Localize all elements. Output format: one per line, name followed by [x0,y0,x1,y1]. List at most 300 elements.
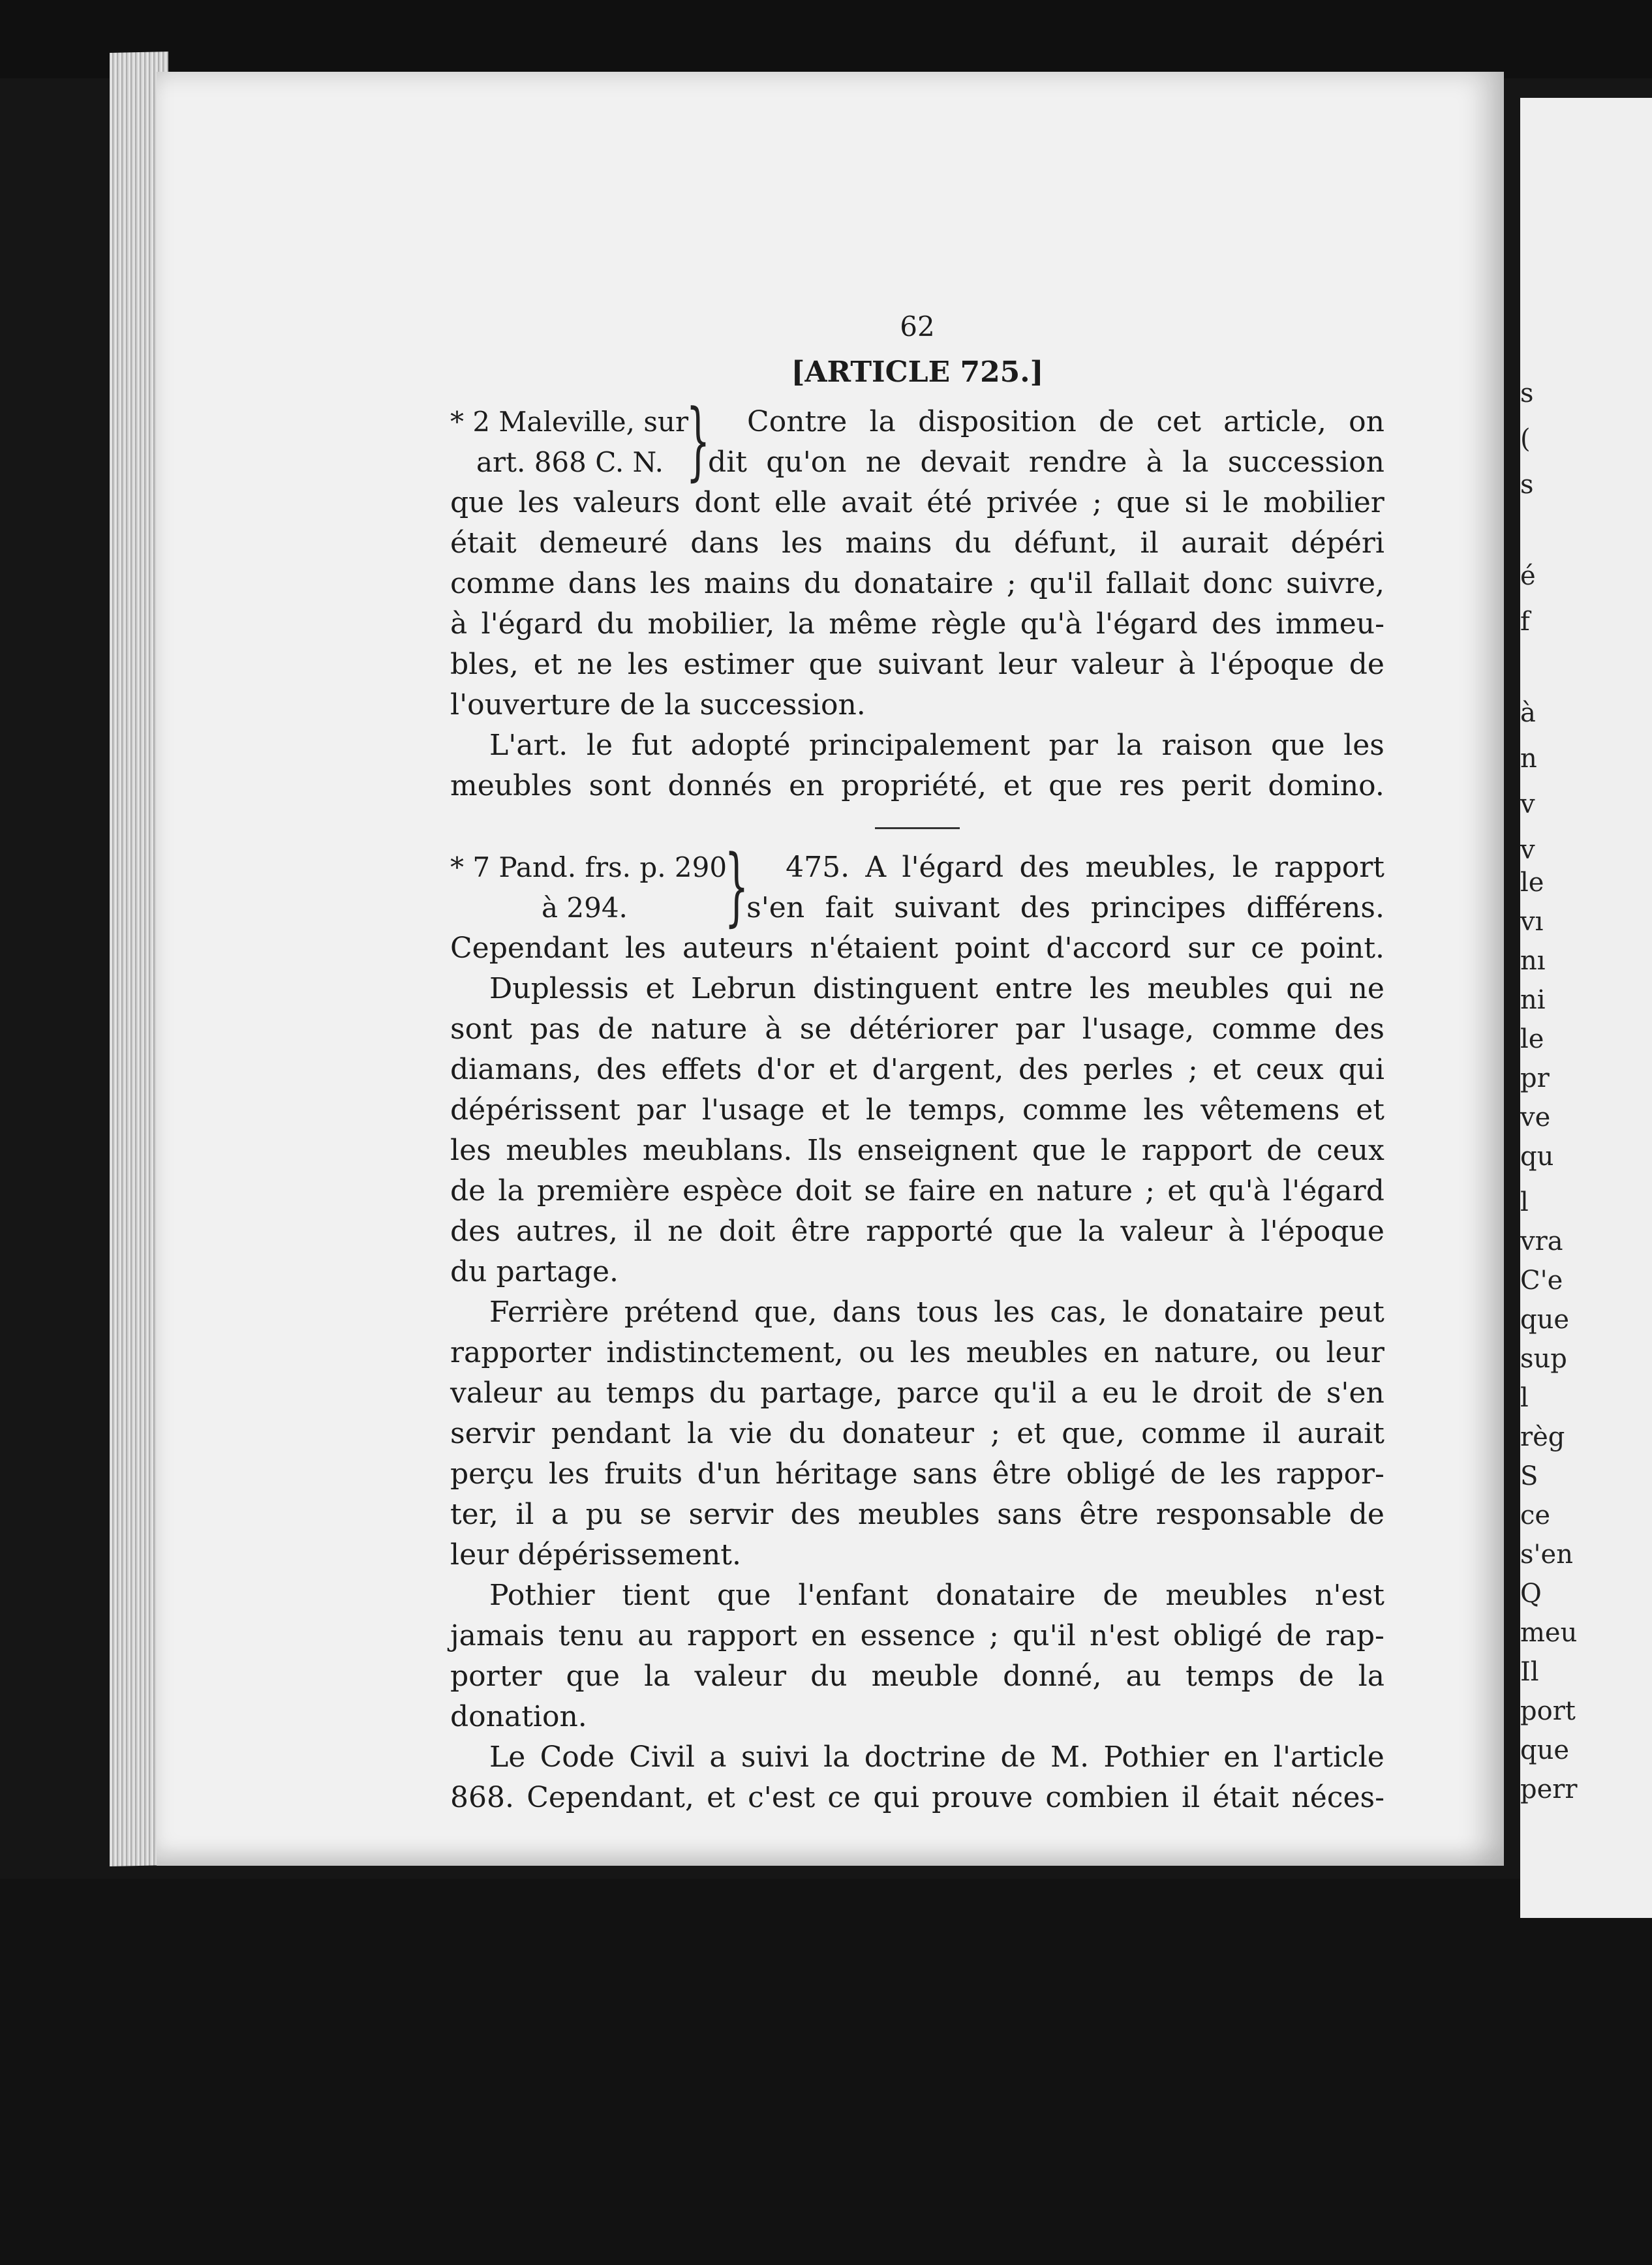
section2-reference-label [450,847,727,928]
word: valeur [1071,648,1164,681]
word: espèce [682,1174,783,1208]
word: ceux [1317,1134,1384,1167]
word: dans [690,526,759,560]
facing-page-fragment-text: que [1520,1735,1570,1765]
word: aurait [1297,1417,1384,1450]
word: qu'à [1020,607,1082,641]
word: qu'il [1029,567,1093,600]
word: essence [860,1619,975,1652]
word: si [1184,486,1209,519]
word: l'article [1273,1741,1384,1774]
section1-body [450,483,1384,806]
word: l'époque [1261,1215,1384,1248]
word: disposition [918,405,1077,438]
text-line [450,1009,1384,1050]
text-line: l'ouverture de la succession. [450,688,866,722]
word: prouve [932,1781,1033,1814]
word: se [799,1012,832,1046]
word: pu [585,1498,623,1531]
word: rapporter [450,1336,591,1369]
word: qu'on [766,446,847,479]
word: de [1266,1134,1302,1167]
word: des [790,1498,841,1531]
text-line [746,888,1384,928]
word: Le [489,1741,526,1774]
word: privée [986,486,1078,519]
word: et [829,1053,857,1086]
word: c'est [748,1781,816,1814]
word: l'égard [902,851,1004,884]
text-line [450,1414,1384,1454]
word: fruits [604,1457,683,1491]
word: la [869,405,896,438]
word: droit [1192,1376,1262,1410]
word: a [551,1498,569,1531]
word: et [645,972,675,1005]
word: meubles [857,1498,980,1531]
word: suivi [741,1741,809,1774]
text-line: donation. [450,1700,587,1733]
word: des [596,1053,647,1086]
word: qui [1338,1053,1384,1086]
section1-reference-text [708,402,1384,483]
word: tenu [558,1619,624,1652]
text-line [450,1616,1384,1656]
word: que [1048,769,1103,802]
word: meubles [1165,1579,1288,1612]
word: mobilier, [647,607,775,641]
word: avait [841,486,913,519]
word: de [1170,1457,1206,1491]
text-line [450,969,1384,1009]
word: des [1018,1053,1069,1086]
word: du [810,1660,848,1693]
word: L'art. [489,729,568,762]
word: par [1048,729,1098,762]
text-line [450,604,1384,645]
text-line [450,483,1384,523]
word: les [994,1296,1035,1329]
word: que [450,486,504,519]
word: qu'il [993,1376,1057,1410]
word: auteurs [682,932,794,965]
word: donataire [853,567,994,600]
word: il [1182,1781,1201,1814]
facing-page-fragment-text: S [1520,1461,1538,1491]
word: doit [718,1215,776,1248]
word: donateur [842,1417,974,1450]
section2-reference-text [746,847,1384,928]
word: fait [825,891,874,924]
word: être [992,1457,1052,1491]
word: à [450,607,468,641]
text-line [450,725,1384,766]
word: raison [1161,729,1253,762]
facing-page-fragment-text: s [1520,470,1534,500]
word: meubles [450,769,572,802]
word: qui [1286,972,1332,1005]
word: les [650,567,691,600]
word: ou [1275,1336,1311,1369]
word: tous [916,1296,979,1329]
word: du [596,607,634,641]
word: sans [912,1457,978,1491]
text-line [450,564,1384,604]
word: que [716,1579,771,1612]
word: dont [694,486,760,519]
word: rapport [1141,1134,1252,1167]
word: principalement [809,729,1030,762]
word: été [926,486,972,519]
word: de [1349,648,1384,681]
facing-page-fragment-text: f [1520,607,1530,637]
word: meubles, [1085,851,1217,884]
word: ; [989,1619,999,1652]
facing-page-fragment-text: n [1520,744,1537,774]
word: Pothier [489,1579,595,1612]
word: ; [1145,1174,1155,1208]
word: l'égard [1283,1174,1384,1208]
word: ne [667,1215,703,1248]
word: des [1019,851,1070,884]
word: temps [605,1376,696,1410]
text-line [450,1292,1384,1333]
word: du [803,567,841,600]
word: en [1223,1741,1259,1774]
word: a [1071,1376,1088,1410]
word: donc [1202,567,1273,600]
word: l'usage, [1082,1012,1195,1046]
word: comme [1212,1012,1317,1046]
word: donnés [667,769,772,802]
word: du [954,526,992,560]
facing-page-fragment-text: sup [1520,1344,1567,1374]
word: a [709,1741,727,1774]
word: res [1119,769,1165,802]
word: l'égard [1095,607,1198,641]
word: la [687,1417,714,1450]
word: le [1232,851,1259,884]
word: Cependant [450,932,609,965]
word: qu'à [1208,1174,1270,1208]
word: prétend [624,1296,739,1329]
word: les [450,1134,491,1167]
word: domino. [1268,769,1384,802]
word: obligé [1066,1457,1156,1491]
word: devait [920,446,1010,479]
page-content [450,307,1384,1818]
word: rendre [1028,446,1127,479]
word: il [1262,1417,1281,1450]
facing-page-fragment-text: v [1520,835,1535,865]
word: sans [997,1498,1062,1531]
word: héritage [775,1457,898,1491]
facing-page-fragment-text: s [1520,378,1534,408]
word: l'usage [701,1093,805,1127]
word: rap- [1325,1619,1384,1652]
word: suivre, [1286,567,1384,600]
word: pendant [551,1417,671,1450]
word: par [636,1093,686,1127]
word: ter, [450,1498,498,1531]
word: point [955,932,1030,965]
word: ; [1092,486,1102,519]
word: principes [1090,891,1227,924]
word: dans [832,1296,902,1329]
word: aurait [1181,526,1268,560]
reference-brace: } [724,836,749,935]
word: les [624,932,666,965]
text-line [708,442,1384,483]
text-line [450,1454,1384,1495]
reference-line: * 7 Pand. frs. p. 290 [450,851,727,883]
word: à [1178,648,1196,681]
facing-page-fragment-text: é [1520,561,1536,591]
word: sur [1187,932,1235,965]
word: 475. [786,851,850,884]
word: le [1122,1296,1149,1329]
word: l'égard [481,607,583,641]
word: première [536,1174,670,1208]
word: pas [530,1012,581,1046]
word: nature [650,1012,748,1046]
word: fallait [1105,567,1190,600]
word: être [791,1215,851,1248]
word: nature [1036,1174,1133,1208]
facing-page-fragment-text: nı [1520,946,1546,976]
text-line [746,847,1384,888]
word: d'argent, [872,1053,1004,1086]
word: des [1020,891,1071,924]
word: servir [688,1498,774,1531]
page-number: 62 [900,311,935,342]
word: parce [896,1376,979,1410]
word: elle [774,486,827,519]
word: Code [540,1741,615,1774]
word: donataire [1163,1296,1304,1329]
word: à [1228,1215,1246,1248]
reference-brace: } [686,391,711,490]
word: le [1223,486,1249,519]
word: estimer [683,648,794,681]
word: temps [1185,1660,1275,1693]
word: la [788,607,815,641]
word: dépéri [1291,526,1384,560]
facing-page-fragment-text: ( [1520,424,1531,454]
word: servir [450,1417,535,1450]
word: se [864,1174,896,1208]
facing-page-fragment-text: vra [1520,1226,1563,1256]
word: que, [1062,1417,1125,1450]
word: les [1143,1093,1185,1127]
word: était [450,526,517,560]
section2-marginal-reference [450,836,1384,935]
word: demeuré [539,526,668,560]
word: partage, [760,1376,883,1410]
word: vie [729,1417,772,1450]
word: le [1101,1134,1127,1167]
facing-page-fragment-text: pr [1520,1063,1550,1093]
word: et [533,648,562,681]
word: autres, [515,1215,618,1248]
word: ne [577,648,613,681]
word: leur [998,648,1057,681]
word: la [644,1660,671,1693]
word: de [598,1012,634,1046]
word: que [1116,486,1170,519]
text-line [450,928,1384,969]
word: et [1003,769,1032,802]
word: et [1212,1053,1242,1086]
word: perçu [450,1457,534,1491]
word: obligé [1172,1619,1262,1652]
word: jamais [450,1619,545,1652]
word: Cependant, [527,1781,694,1814]
word: rapport [1274,851,1384,884]
word: de [1349,1498,1384,1531]
facing-page-fragment-text: que [1520,1305,1570,1335]
word: dépérissent [450,1093,620,1127]
word: même [829,607,917,641]
text-line [450,1737,1384,1778]
word: et [1017,1417,1046,1450]
word: mains [845,526,932,560]
word: les [1343,729,1384,762]
word: effets [661,1053,742,1086]
word: leur [1326,1336,1384,1369]
text-line: leur dépérissement. [450,1538,741,1572]
word: au [556,1376,592,1410]
facing-page-fragment-text: v [1520,789,1535,819]
word: les [910,1336,951,1369]
word: il [633,1215,652,1248]
text-line [450,1211,1384,1252]
word: de [1000,1741,1036,1774]
word: comme [1141,1417,1246,1450]
facing-page-fragment-text: le [1520,1024,1544,1054]
word: les [1220,1457,1262,1491]
word: rapporté [866,1215,994,1248]
word: A [865,851,887,884]
word: n'est [1315,1579,1384,1612]
word: de [1099,405,1135,438]
word: vêtemens [1201,1093,1340,1127]
word: sont [450,1012,513,1046]
reference-line: art. 868 C. N. [476,446,664,478]
word: comme [1022,1093,1127,1127]
text-line [450,1778,1384,1818]
word: du [788,1417,826,1450]
word: la [1358,1660,1384,1693]
word: rappor- [1276,1457,1384,1491]
word: comme [450,567,555,600]
word: valeur [450,1376,542,1410]
word: tient [622,1579,690,1612]
word: distinguent [812,972,979,1005]
text-line [450,1171,1384,1211]
word: peut [1319,1296,1384,1329]
word: les [627,648,669,681]
word: à [765,1012,782,1046]
word: la [1078,1215,1105,1248]
word: porter [450,1660,542,1693]
word: être [1079,1498,1139,1531]
word: meubles [1147,972,1270,1005]
facing-page-fragment-text: C'e [1520,1266,1563,1296]
facing-page-fragment-text: l [1520,1383,1529,1413]
word: n'étaient [810,932,938,965]
word: on [1349,405,1384,438]
word: sont [589,769,651,802]
word: que [566,1660,620,1693]
word: meubles [966,1336,1088,1369]
text-line [450,766,1384,806]
facing-page-fragment-text: à [1520,698,1536,728]
word: que [1270,729,1325,762]
word: l'époque [1210,648,1334,681]
word: de [1276,1619,1312,1652]
word: la [1182,446,1209,479]
word: les [518,486,560,519]
word: rapport [687,1619,797,1652]
word: perit [1181,769,1251,802]
word: les [548,1457,590,1491]
word: Lebrun [690,972,797,1005]
word: le [865,1093,893,1127]
word: faire [908,1174,976,1208]
word: propriété, [841,769,987,802]
word: cet [1156,405,1201,438]
word: de [1103,1579,1139,1612]
word: 868. [450,1781,514,1814]
facing-page-fragment-text: s'en [1520,1540,1573,1570]
word: combien [1045,1781,1169,1814]
word: en [1103,1336,1139,1369]
facing-page-fragment [1520,98,1652,1918]
word: du [709,1376,746,1410]
word: Pothier [1103,1741,1209,1774]
text-line [450,1656,1384,1697]
word: qu'il [1013,1619,1076,1652]
word: se [639,1498,672,1531]
word: les [782,526,823,560]
facing-page-fragment-text: ve [1520,1102,1551,1132]
word: de [1298,1660,1334,1693]
word: succession [1227,446,1384,479]
word: néces- [1291,1781,1384,1814]
word: Contre [747,405,848,438]
word: s'en [1326,1376,1384,1410]
facing-page-fragment-text: ce [1520,1500,1551,1530]
word: que [1032,1134,1086,1167]
word: d'un [697,1457,761,1491]
word: et [821,1093,850,1127]
word: mobilier [1263,486,1384,519]
word: suivant [894,891,1000,924]
word: le [586,729,613,762]
word: suivant [878,648,984,681]
word: fut [631,729,673,762]
word: et [1167,1174,1196,1208]
word: donataire [936,1579,1076,1612]
word: que [808,648,863,681]
word: ; [1006,567,1017,600]
word: nature, [1154,1336,1260,1369]
word: au [637,1619,673,1652]
word: l'enfant [798,1579,909,1612]
text-line [450,1090,1384,1131]
word: ; [990,1417,1001,1450]
